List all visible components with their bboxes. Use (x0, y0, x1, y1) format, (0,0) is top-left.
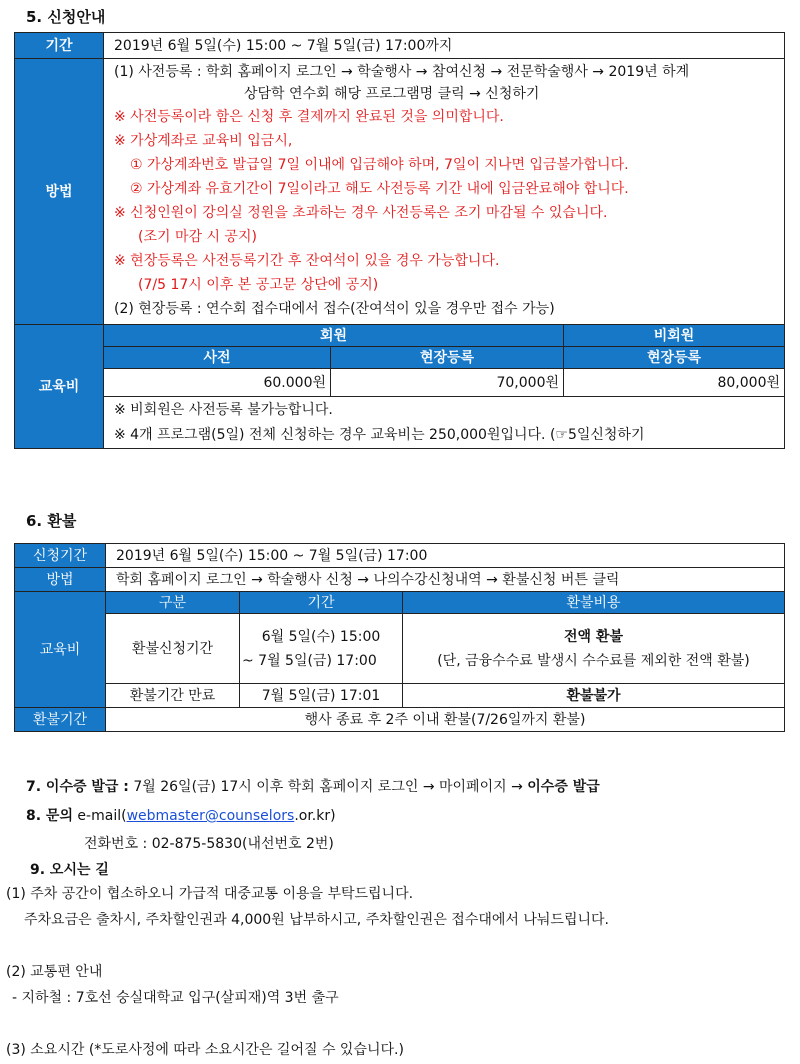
row1-period-start: 6월 5일(수) 15:00 (261, 628, 381, 645)
fee-pre-header: 사전 (104, 347, 331, 369)
period-label: 기간 (15, 33, 104, 59)
method-note: (7/5 17시 이후 본 공고문 상단에 공지) (138, 277, 379, 293)
method-label: 방법 (15, 59, 104, 325)
method-note: (조기 마감 시 공지) (138, 229, 257, 245)
certificate-label: 7. 이수증 발급 : (26, 779, 129, 795)
fee-onsite-header: 현장등록 (331, 347, 564, 369)
fee-nonmember-header: 비회원 (564, 325, 785, 347)
refund-period-label: 신청기간 (15, 544, 106, 568)
email-suffix: .or.kr) (294, 808, 336, 824)
phone-line: 전화번호 : 02-875-5830(내선번호 2번) (84, 836, 334, 852)
transport-title: (2) 교통편 안내 (6, 964, 103, 980)
method-content (104, 59, 785, 325)
period-value: 2019년 6월 5일(수) 15:00 ~ 7월 5일(금) 17:00까지 (104, 33, 785, 59)
email-link[interactable]: webmaster@counselors (126, 808, 295, 824)
fee-note: ※ 비회원은 사전등록 불가능합니다. (104, 397, 785, 423)
method-line: 상담학 연수회 해당 프로그램명 클릭 → 신청하기 (244, 86, 540, 102)
refund-fee-label: 교육비 (15, 592, 106, 708)
fee-onsite2-header: 현장등록 (564, 347, 785, 369)
fee-nonmember-value: 80,000원 (564, 369, 785, 397)
col-type-header: 구분 (106, 592, 240, 614)
refund-deadline-value: 행사 종료 후 2주 이내 환불(7/26일까지 환불) (106, 708, 785, 732)
parking-line-1: (1) 주차 공간이 협소하오니 가급적 대중교통 이용을 부탁드립니다. (6, 886, 414, 902)
certificate-text: 7월 26일(금) 17시 이후 학회 홈페이지 로그인 → 마이페이지 → (128, 779, 528, 795)
fee-note-text: ※ 4개 프로그램(5일) 전체 신청하는 경우 교육비는 250,000원입니다. (☞5일신청하기 (114, 427, 645, 444)
subway-line: - 지하철 : 7호선 숭실대학교 입구(살피재)역 3번 출구 (12, 990, 339, 1006)
row1-cost (403, 614, 785, 684)
method-note: ※ 현장등록은 사전등록기간 후 잔여석이 있을 경우 가능합니다. (114, 253, 500, 269)
section-9-title: 9. 오시는 길 (30, 862, 109, 878)
fee-note (104, 423, 785, 449)
refund-method-value: 학회 홈페이지 로그인 → 학술행사 신청 → 나의수강신청내역 → 환불신청 버튼 클릭 (106, 568, 785, 592)
contact-label: 8. 문의 (26, 808, 73, 824)
section-6-title: 6. 환불 (26, 512, 77, 530)
refund-table (14, 543, 785, 732)
method-note: ※ 가상계좌로 교육비 입금시, (114, 133, 293, 149)
row2-type: 환불기간 만료 (106, 684, 240, 708)
method-note: ※ 사전등록이라 함은 신청 후 결제까지 완료된 것을 의미합니다. (114, 109, 504, 125)
contact-line (26, 806, 336, 826)
row2-period: 7월 5일(금) 17:01 (240, 684, 403, 708)
application-info-table (14, 32, 785, 449)
fee-member-header: 회원 (104, 325, 564, 347)
method-line: (1) 사전등록 : 학회 홈페이지 로그인 → 학술행사 → 참여신청 → 전문학술행사 → 2019년 하계 (114, 64, 690, 80)
refund-period-value: 2019년 6월 5일(수) 15:00 ~ 7월 5일(금) 17:00 (106, 544, 785, 568)
col-cost-header: 환불비용 (403, 592, 785, 614)
row1-type: 환불신청기간 (106, 614, 240, 684)
col-period-header: 기간 (240, 592, 403, 614)
row1-cost-note: (단, 금융수수료 발생시 수수료를 제외한 전액 환불) (437, 652, 750, 669)
section-5-title: 5. 신청안내 (26, 8, 106, 26)
certificate-end: 이수증 발급 (527, 779, 600, 795)
method-line: (2) 현장등록 : 연수회 접수대에서 접수(잔여석이 있을 경우만 접수 가능) (114, 301, 555, 317)
email-prefix: e-mail( (72, 808, 127, 824)
method-note: ② 가상계좌 유효기간이 7일이라고 해도 사전등록 기간 내에 입금완료해야 합니다. (130, 181, 629, 197)
fee-label: 교육비 (15, 325, 104, 449)
method-note: ※ 신청인원이 강의실 정원을 초과하는 경우 사전등록은 조기 마감될 수 있습니다. (114, 205, 608, 221)
row1-period-end: ~ 7월 5일(금) 17:00 (242, 652, 377, 669)
refund-method-label: 방법 (15, 568, 106, 592)
fee-onsite-value: 70,000원 (331, 369, 564, 397)
refund-deadline-label: 환불기간 (15, 708, 106, 732)
method-note: ① 가상계좌번호 발급일 7일 이내에 입금해야 하며, 7일이 지나면 입금불가합니다. (130, 157, 629, 173)
fee-pre-value: 60.000원 (104, 369, 331, 397)
parking-line-2: 주차요금은 출차시, 주차할인권과 4,000원 납부하시고, 주차할인권은 접수대에서 나눠드립니다. (24, 912, 609, 928)
travel-time-line: (3) 소요시간 (*도로사정에 따라 소요시간은 길어질 수 있습니다.) (6, 1042, 404, 1058)
row1-cost-main: 전액 환불 (564, 628, 623, 645)
certificate-line (26, 777, 600, 797)
row1-period (240, 614, 403, 684)
row2-cost: 환불불가 (403, 684, 785, 708)
